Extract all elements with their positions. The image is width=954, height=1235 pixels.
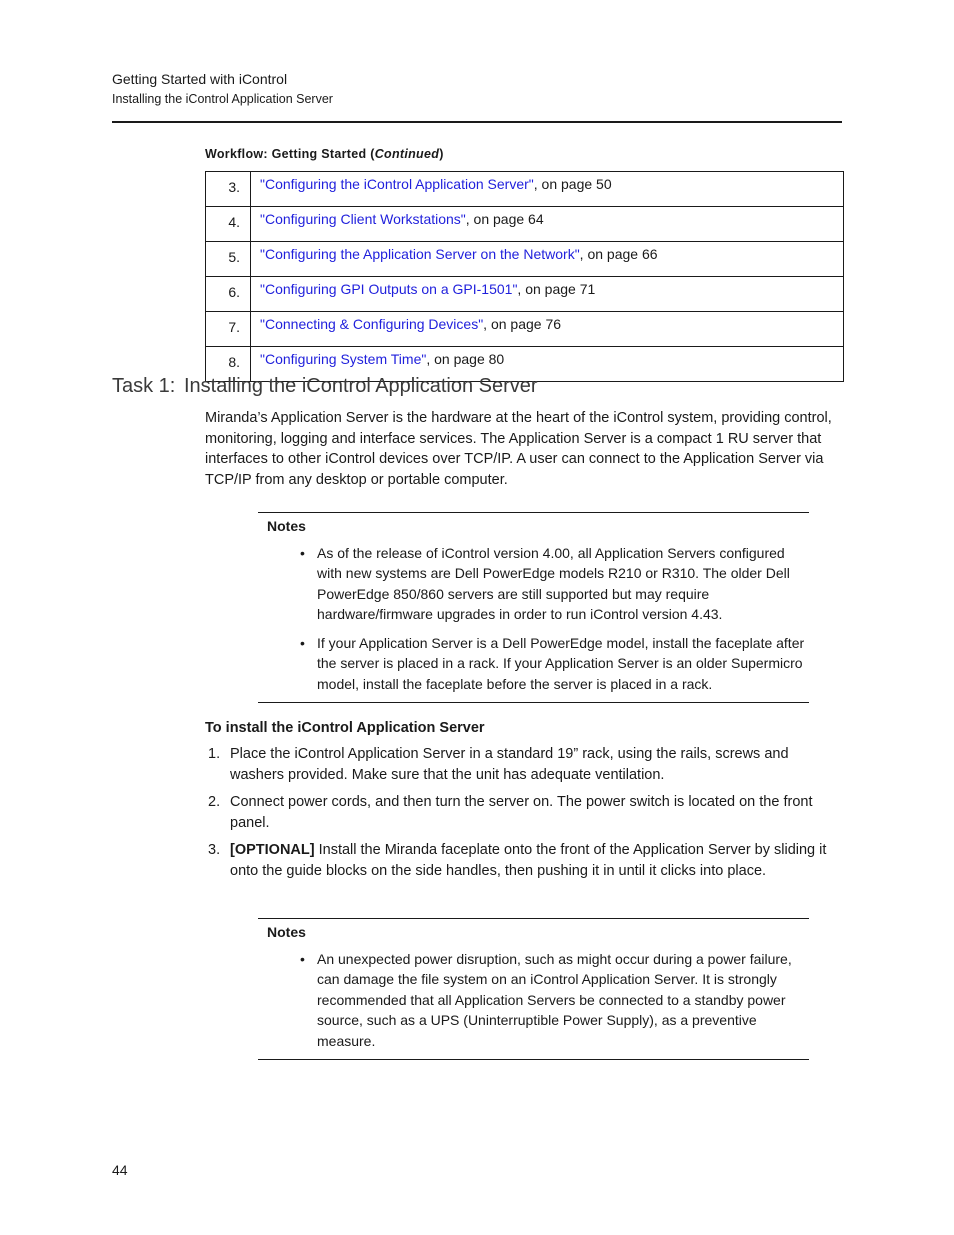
running-header-chapter: Getting Started with iControl bbox=[112, 71, 288, 87]
row-content bbox=[251, 242, 844, 277]
procedure-heading: To install the iControl Application Server bbox=[205, 720, 485, 736]
page-reference: , on page 66 bbox=[579, 246, 658, 262]
step-text: Place the iControl Application Server in a standard 19” rack, using the rails, screws and washers provided. Make sure that the unit has adequate ventilation. bbox=[230, 746, 789, 783]
procedure-steps bbox=[205, 744, 845, 888]
page-reference: , on page 64 bbox=[465, 211, 544, 227]
row-number: 5. bbox=[206, 242, 251, 277]
note-item bbox=[258, 949, 809, 1052]
page-reference: , on page 50 bbox=[533, 176, 612, 192]
notes-box bbox=[258, 512, 809, 703]
note-text: An unexpected power disruption, such as might occur during a power failure, can damage the file system on an iControl Application Server. It is strongly recommended that all Application Servers be connected to a standby power source, such as a UPS (Uninterruptible Power Supply), as a preventive measure. bbox=[317, 950, 792, 1049]
task-label: Task 1: bbox=[112, 375, 176, 397]
row-content bbox=[251, 277, 844, 312]
step-item bbox=[205, 840, 845, 881]
cross-reference-link[interactable]: "Configuring the iControl Application Server" bbox=[260, 176, 534, 192]
notes-heading: Notes bbox=[267, 924, 306, 940]
note-text: If your Application Server is a Dell PowerEdge model, install the faceplate after the server is placed in a rack. If your Application Server is an older Supermicro model, install the faceplate before the server is placed in a rack. bbox=[317, 634, 805, 692]
task-title: Installing the iControl Application Server bbox=[184, 375, 538, 397]
table-row bbox=[206, 207, 844, 242]
table-row bbox=[206, 312, 844, 347]
page-reference: , on page 76 bbox=[483, 316, 562, 332]
cross-reference-link[interactable]: "Configuring the Application Server on the Network" bbox=[260, 246, 580, 262]
row-number: 7. bbox=[206, 312, 251, 347]
step-item bbox=[205, 792, 845, 833]
running-header-section: Installing the iControl Application Server bbox=[112, 92, 333, 106]
cross-reference-link[interactable]: "Connecting & Configuring Devices" bbox=[260, 316, 484, 332]
step-number: 2. bbox=[208, 794, 221, 810]
notes-box bbox=[258, 918, 809, 1060]
intro-paragraph: Miranda’s Application Server is the hardware at the heart of the iControl system, providing control, monitoring, logging and interface services. The Application Server is a compact 1 RU server that interfaces to other iControl devices over TCP/IP. A user can connect to the Application Server via TCP/IP from any desktop or portable computer. bbox=[205, 410, 832, 488]
note-item bbox=[258, 543, 809, 625]
note-item bbox=[258, 633, 809, 695]
step-number: 3. bbox=[208, 842, 221, 858]
caption-suffix: ) bbox=[439, 147, 444, 161]
row-content bbox=[251, 312, 844, 347]
cross-reference-link[interactable]: "Configuring GPI Outputs on a GPI-1501" bbox=[260, 281, 518, 297]
caption-italic: Continued bbox=[374, 147, 440, 161]
caption-prefix: Workflow: Getting Started ( bbox=[205, 147, 375, 161]
row-number: 4. bbox=[206, 207, 251, 242]
task-heading bbox=[112, 375, 538, 398]
notes-list bbox=[258, 543, 809, 695]
step-number: 1. bbox=[208, 746, 221, 762]
page-reference: , on page 80 bbox=[426, 351, 505, 367]
table-row bbox=[206, 277, 844, 312]
cross-reference-link[interactable]: "Configuring System Time" bbox=[260, 351, 427, 367]
table-row bbox=[206, 242, 844, 277]
row-content bbox=[251, 172, 844, 207]
step-emphasis: [OPTIONAL] bbox=[230, 842, 315, 858]
step-text: Install the Miranda faceplate onto the front of the Application Server by sliding it onto the guide blocks on the side handles, then pushing it in until it clicks into place. bbox=[230, 842, 827, 879]
page-number: 44 bbox=[112, 1162, 128, 1178]
notes-heading: Notes bbox=[267, 518, 306, 534]
step-item bbox=[205, 744, 845, 785]
header-rule bbox=[112, 121, 842, 123]
row-content bbox=[251, 207, 844, 242]
row-number: 6. bbox=[206, 277, 251, 312]
note-text: As of the release of iControl version 4.00, all Application Servers configured with new systems are Dell PowerEdge models R210 or R310. The older Dell PowerEdge 850/860 servers are still supported but may require hardware/firmware upgrades in order to run iControl version 4.43. bbox=[317, 544, 790, 622]
table-row bbox=[206, 172, 844, 207]
table-caption bbox=[205, 147, 444, 161]
row-number: 8. bbox=[206, 347, 251, 382]
page-reference: , on page 71 bbox=[517, 281, 596, 297]
step-text: Connect power cords, and then turn the server on. The power switch is located on the front panel. bbox=[230, 794, 813, 831]
workflow-table bbox=[205, 171, 844, 382]
bullet-icon: • bbox=[300, 950, 305, 967]
bullet-icon: • bbox=[300, 544, 305, 561]
row-number: 3. bbox=[206, 172, 251, 207]
notes-list bbox=[258, 949, 809, 1052]
bullet-icon: • bbox=[300, 634, 305, 651]
cross-reference-link[interactable]: "Configuring Client Workstations" bbox=[260, 211, 466, 227]
